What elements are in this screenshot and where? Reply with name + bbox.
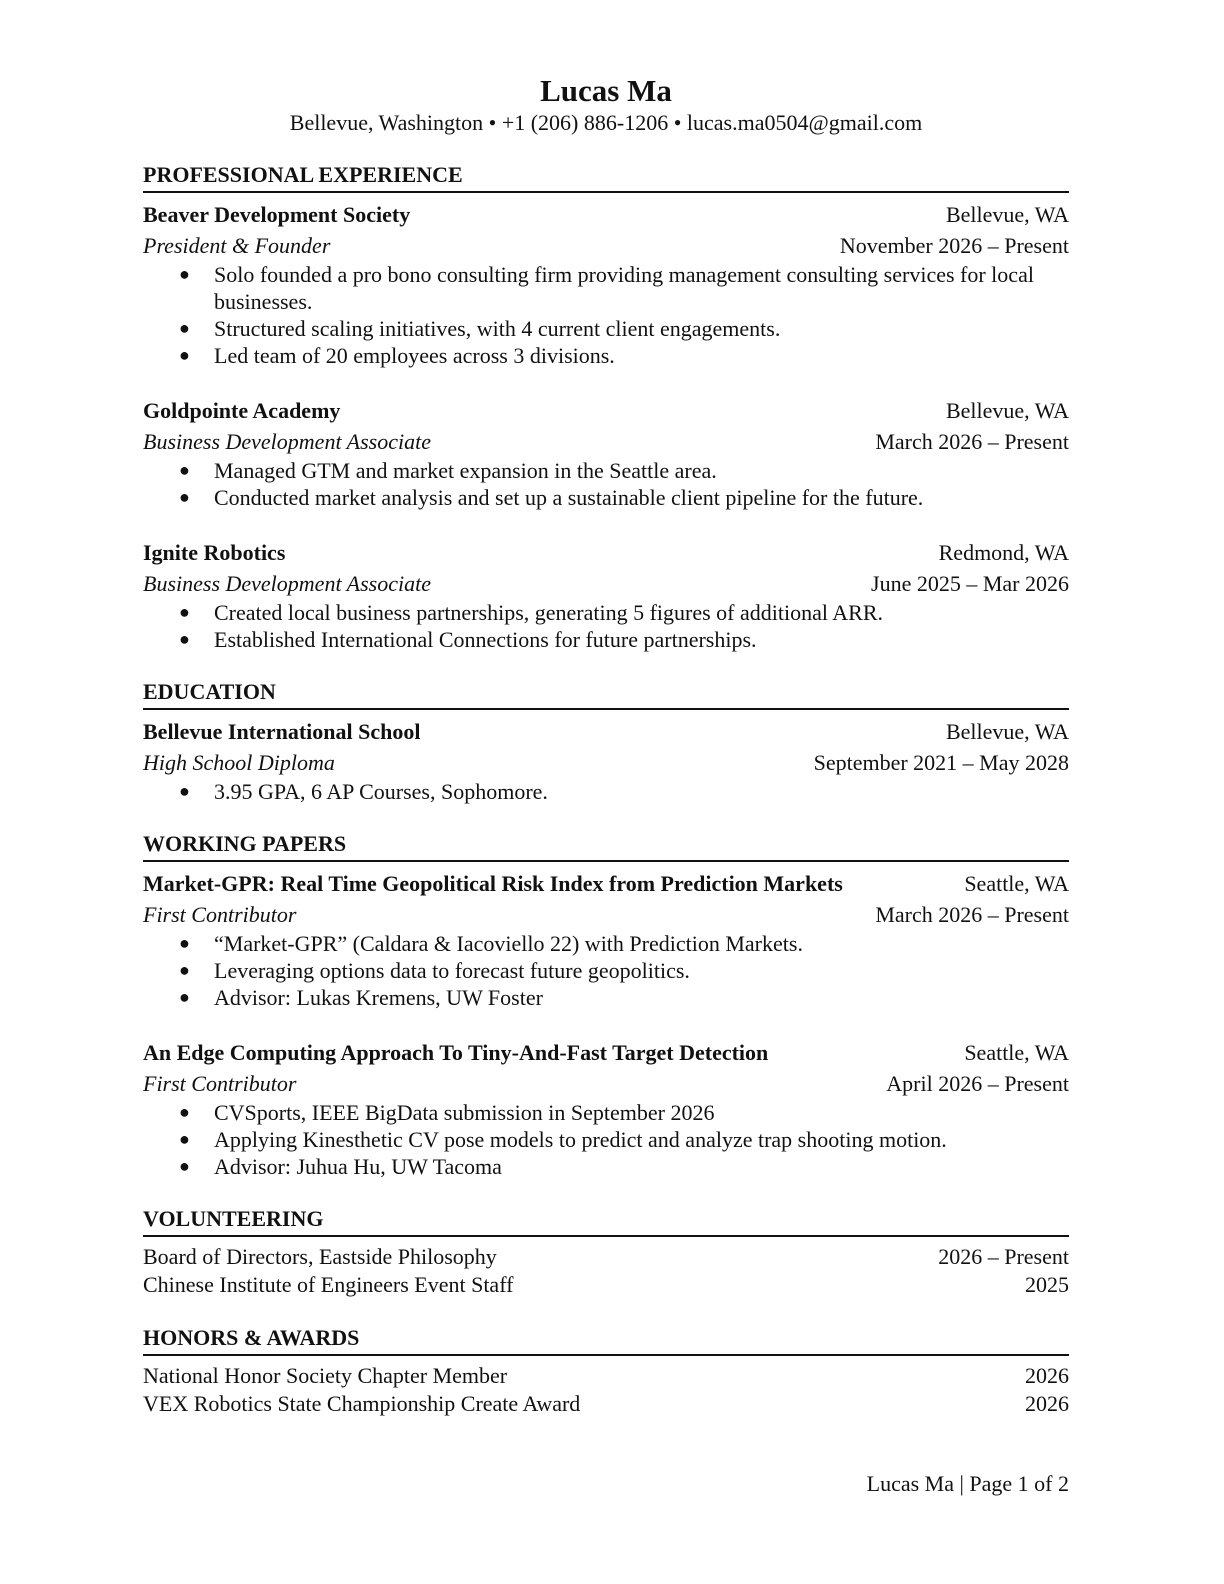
entry-dates: April 2026 – Present xyxy=(886,1071,1069,1096)
bullet-icon: ● xyxy=(179,933,190,953)
honors-list xyxy=(143,1362,1069,1418)
list-item: ● Established International Connections for future partnerships. xyxy=(179,627,757,652)
list-item: ● “Market-GPR” (Caldara & Iacoviello 22) with Prediction Markets. xyxy=(179,931,803,956)
list-item: ● Managed GTM and market expansion in the Seattle area. xyxy=(179,458,717,483)
bullet-list xyxy=(143,457,1069,511)
bullet-icon: ● xyxy=(179,264,190,284)
entry-location: Bellevue, WA xyxy=(945,719,1069,744)
list-item xyxy=(143,1243,1069,1271)
bullet-icon: ● xyxy=(179,487,190,507)
list-item: ● Leveraging options data to forecast future geopolitics. xyxy=(179,958,690,983)
experience-entry xyxy=(143,395,1069,511)
list-item: ● Applying Kinesthetic CV pose models to predict and analyze trap shooting motion. xyxy=(179,1127,947,1152)
entry-location: Bellevue, WA xyxy=(945,398,1069,423)
item-label: Chinese Institute of Engineers Event Staff xyxy=(143,1272,514,1297)
section-title-education: EDUCATION xyxy=(143,678,1069,710)
list-item: ● 3.95 GPA, 6 AP Courses, Sophomore. xyxy=(179,779,548,804)
experience-entry xyxy=(143,199,1069,369)
list-item: ● Advisor: Juhua Hu, UW Tacoma xyxy=(179,1154,502,1179)
list-item xyxy=(143,1362,1069,1390)
entry-dates: September 2021 – May 2028 xyxy=(813,750,1069,775)
role-title: First Contributor xyxy=(143,902,297,927)
list-item: ● Conducted market analysis and set up a sustainable client pipeline for the future. xyxy=(179,485,924,510)
bullet-list xyxy=(143,1099,1069,1180)
list-item: ● CVSports, IEEE BigData submission in September 2026 xyxy=(179,1100,715,1125)
item-date: 2026 xyxy=(1025,1391,1069,1416)
list-item: ● Led team of 20 employees across 3 divisions. xyxy=(179,343,615,368)
role-title: President & Founder xyxy=(143,233,331,258)
volunteering-list xyxy=(143,1243,1069,1299)
item-label: National Honor Society Chapter Member xyxy=(143,1363,508,1388)
item-date: 2025 xyxy=(1025,1272,1069,1297)
entry-location: Bellevue, WA xyxy=(945,202,1069,227)
list-item: ● Structured scaling initiatives, with 4 current client engagements. xyxy=(179,316,781,341)
entry-dates: June 2025 – Mar 2026 xyxy=(871,571,1069,596)
section-volunteering xyxy=(143,1205,1069,1299)
bullet-icon: ● xyxy=(179,1102,190,1122)
section-title-papers: WORKING PAPERS xyxy=(143,830,1069,862)
section-education xyxy=(143,678,1069,805)
section-honors xyxy=(143,1324,1069,1418)
role-title: High School Diploma xyxy=(143,750,335,775)
entry-dates: March 2026 – Present xyxy=(875,429,1069,454)
item-date: 2026 xyxy=(1025,1363,1069,1388)
bullet-icon: ● xyxy=(179,460,190,480)
role-title: Business Development Associate xyxy=(143,429,431,454)
item-date: 2026 – Present xyxy=(938,1244,1069,1269)
entry-dates: March 2026 – Present xyxy=(875,902,1069,927)
list-item: ● Advisor: Lukas Kremens, UW Foster xyxy=(179,985,543,1010)
list-item: ● Created local business partnerships, generating 5 figures of additional ARR. xyxy=(179,600,884,625)
section-title-experience: PROFESSIONAL EXPERIENCE xyxy=(143,161,1069,193)
bullet-list xyxy=(143,778,1069,805)
list-item xyxy=(143,1271,1069,1299)
organization-name: Bellevue International School xyxy=(143,719,421,744)
paper-title: An Edge Computing Approach To Tiny-And-Fast Target Detection xyxy=(143,1040,769,1065)
bullet-icon: ● xyxy=(179,987,190,1007)
experience-entry xyxy=(143,537,1069,653)
item-label: Board of Directors, Eastside Philosophy xyxy=(143,1244,497,1269)
item-label: VEX Robotics State Championship Create Award xyxy=(143,1391,581,1416)
page-footer: Lucas Ma | Page 1 of 2 xyxy=(866,1471,1069,1496)
bullet-icon: ● xyxy=(179,629,190,649)
organization-name: Goldpointe Academy xyxy=(143,398,341,423)
bullet-icon: ● xyxy=(179,602,190,622)
role-title: First Contributor xyxy=(143,1071,297,1096)
entry-location: Redmond, WA xyxy=(938,540,1069,565)
section-title-honors: HONORS & AWARDS xyxy=(143,1324,1069,1356)
organization-name: Beaver Development Society xyxy=(143,202,411,227)
list-item xyxy=(143,1390,1069,1418)
entry-location: Seattle, WA xyxy=(964,1040,1069,1065)
paper-entry xyxy=(143,1037,1069,1180)
bullet-list xyxy=(143,599,1069,653)
entry-dates: November 2026 – Present xyxy=(839,233,1069,258)
bullet-list xyxy=(143,930,1069,1011)
bullet-icon: ● xyxy=(179,345,190,365)
bullet-icon: ● xyxy=(179,1129,190,1149)
bullet-icon: ● xyxy=(179,960,190,980)
paper-title: Market-GPR: Real Time Geopolitical Risk Index from Prediction Markets xyxy=(143,871,843,896)
bullet-icon: ● xyxy=(179,318,190,338)
education-entry xyxy=(143,716,1069,805)
entry-location: Seattle, WA xyxy=(964,871,1069,896)
section-experience xyxy=(143,161,1069,653)
section-working-papers xyxy=(143,830,1069,1180)
resume-page xyxy=(143,72,1069,1418)
section-title-volunteering: VOLUNTEERING xyxy=(143,1205,1069,1237)
list-item: ● Solo founded a pro bono consulting firm providing management consulting services for local businesses. xyxy=(179,262,1034,314)
role-title: Business Development Associate xyxy=(143,571,431,596)
bullet-list xyxy=(143,261,1069,369)
organization-name: Ignite Robotics xyxy=(143,540,286,565)
paper-entry xyxy=(143,868,1069,1011)
bullet-icon: ● xyxy=(179,781,190,801)
resume-name: Lucas Ma xyxy=(540,73,672,108)
contact-line: Bellevue, Washington • +1 (206) 886-1206 • lucas.ma0504@gmail.com xyxy=(289,110,923,135)
bullet-icon: ● xyxy=(179,1156,190,1176)
